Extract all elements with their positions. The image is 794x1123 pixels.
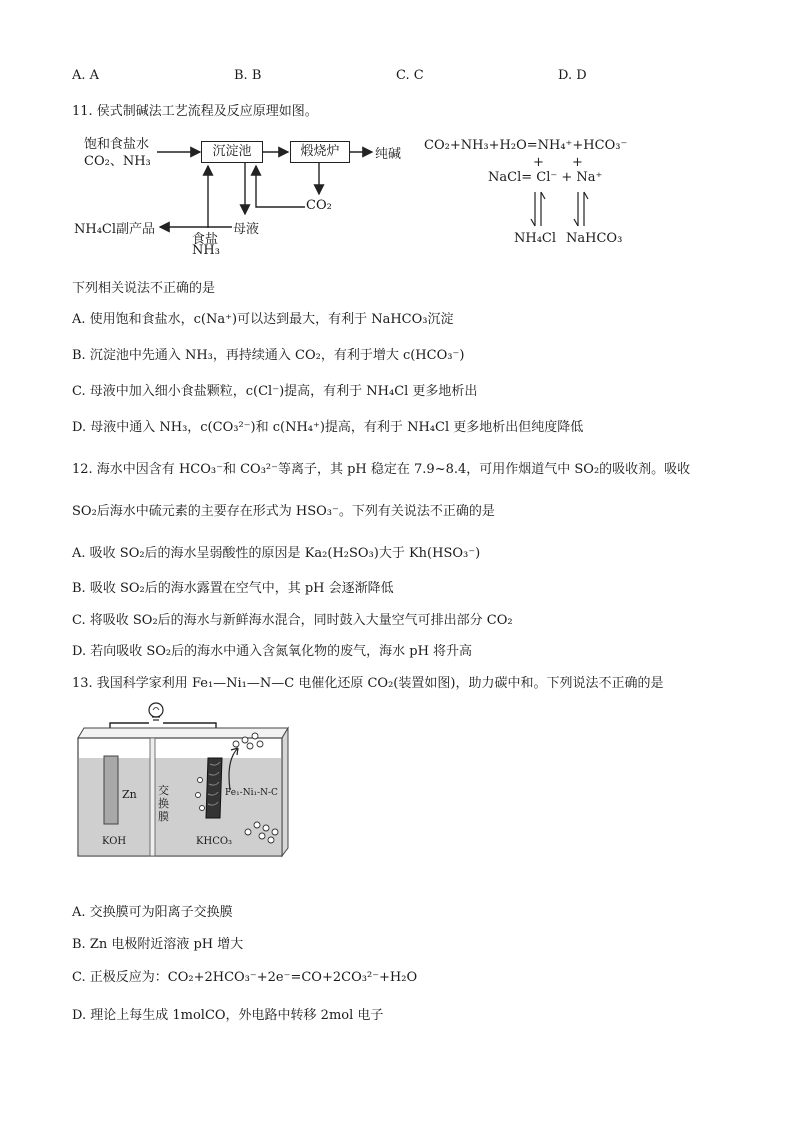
q12-stem-line1: 12. 海水中因含有 HCO₃⁻和 CO₃²⁻等离子，其 pH 稳定在 7.9~8.4，可用作烟道气中 SO₂的吸收剂。吸收 <box>72 462 691 477</box>
q11-option-b: B. 沉淀池中先通入 NH₃，再持续通入 CO₂，有利于增大 c(HCO₃⁻) <box>72 348 465 363</box>
equation-line2: NaCl= Cl⁻ + Na⁺ <box>488 170 603 185</box>
apparatus-zn-label: Zn <box>122 788 137 801</box>
flow-add-salt: 食盐 <box>192 232 219 247</box>
q13-option-c: C. 正极反应为：CO₂+2HCO₃⁻+2e⁻=CO+2CO₃²⁻+H₂O <box>72 970 418 985</box>
q10-option-a: A. A <box>72 68 100 83</box>
q11-option-d: D. 母液中通入 NH₃，c(CO₃²⁻)和 c(NH₄⁺)提高，有利于 NH₄Cl 更多地析出但纯度降低 <box>72 420 584 435</box>
flow-box-calciner: 煅烧炉 <box>290 141 350 163</box>
q11-option-a: A. 使用饱和食盐水，c(Na⁺)可以达到最大，有利于 NaHCO₃沉淀 <box>72 312 454 327</box>
q12-option-d: D. 若向吸收 SO₂后的海水中通入含氮氧化物的废气，海水 pH 将升高 <box>72 644 473 659</box>
q12-option-a: A. 吸收 SO₂后的海水呈弱酸性的原因是 Ka₂(H₂SO₃)大于 Kh(HSO₃⁻) <box>72 546 481 561</box>
q12-stem-line2: SO₂后海水中硫元素的主要存在形式为 HSO₃⁻。下列有关说法不正确的是 <box>72 504 495 519</box>
q11-prompt: 下列相关说法不正确的是 <box>72 281 216 296</box>
q13-option-a: A. 交换膜可为阳离子交换膜 <box>72 905 233 920</box>
q13-option-d: D. 理论上每生成 1molCO，外电路中转移 2mol 电子 <box>72 1008 384 1023</box>
equation-plus2: + <box>572 155 583 170</box>
equation-product-nahco3: NaHCO₃ <box>566 231 623 246</box>
apparatus-membrane-label-2: 换 <box>158 797 169 810</box>
q11-stem: 11. 侯式制碱法工艺流程及反应原理如图。 <box>72 104 318 119</box>
q13-stem: 13. 我国科学家利用 Fe₁—Ni₁—N—C 电催化还原 CO₂(装置如图)，助力碳中和。下列说法不正确的是 <box>72 676 664 691</box>
equation-plus1: + <box>533 155 544 170</box>
q10-option-b: B. B <box>234 68 262 83</box>
equation-product-nh4cl: NH₄Cl <box>514 231 557 246</box>
flow-mother-liquor: 母液 <box>233 222 260 237</box>
q12-option-b: B. 吸收 SO₂后的海水露置在空气中，其 pH 会逐渐降低 <box>72 581 394 596</box>
q12-option-c: C. 将吸收 SO₂后的海水与新鲜海水混合，同时鼓入大量空气可排出部分 CO₂ <box>72 613 513 628</box>
q10-option-d: D. D <box>558 68 587 83</box>
q13-electrolysis-apparatus <box>70 700 300 860</box>
bulb-icon <box>149 703 163 717</box>
q11-flow-diagram <box>0 0 794 270</box>
flow-product: 纯碱 <box>375 147 402 162</box>
flow-add-nh3: NH₃ <box>192 243 220 258</box>
flow-byproduct: NH₄Cl副产品 <box>74 222 156 237</box>
q11-option-c: C. 母液中加入细小食盐颗粒，c(Cl⁻)提高，有利于 NH₄Cl 更多地析出 <box>72 384 478 399</box>
q10-option-c: C. C <box>396 68 424 83</box>
apparatus-membrane-label-1: 交 <box>158 784 169 797</box>
apparatus-koh-label: KOH <box>102 836 127 847</box>
flow-input-line2: CO₂、NH₃ <box>84 154 151 169</box>
apparatus-khco3-label: KHCO₃ <box>196 836 233 847</box>
equation-line1: CO₂+NH₃+H₂O=NH₄⁺+HCO₃⁻ <box>424 138 628 153</box>
flow-input-line1: 饱和食盐水 <box>84 137 150 152</box>
q13-option-b: B. Zn 电极附近溶液 pH 增大 <box>72 937 244 952</box>
flow-box-precipitation-tank: 沉淀池 <box>201 141 263 163</box>
apparatus-membrane-label-3: 膜 <box>158 810 169 823</box>
flow-co2: CO₂ <box>306 198 332 213</box>
apparatus-catalyst-label: Fe₁-Ni₁-N-C <box>225 788 278 798</box>
